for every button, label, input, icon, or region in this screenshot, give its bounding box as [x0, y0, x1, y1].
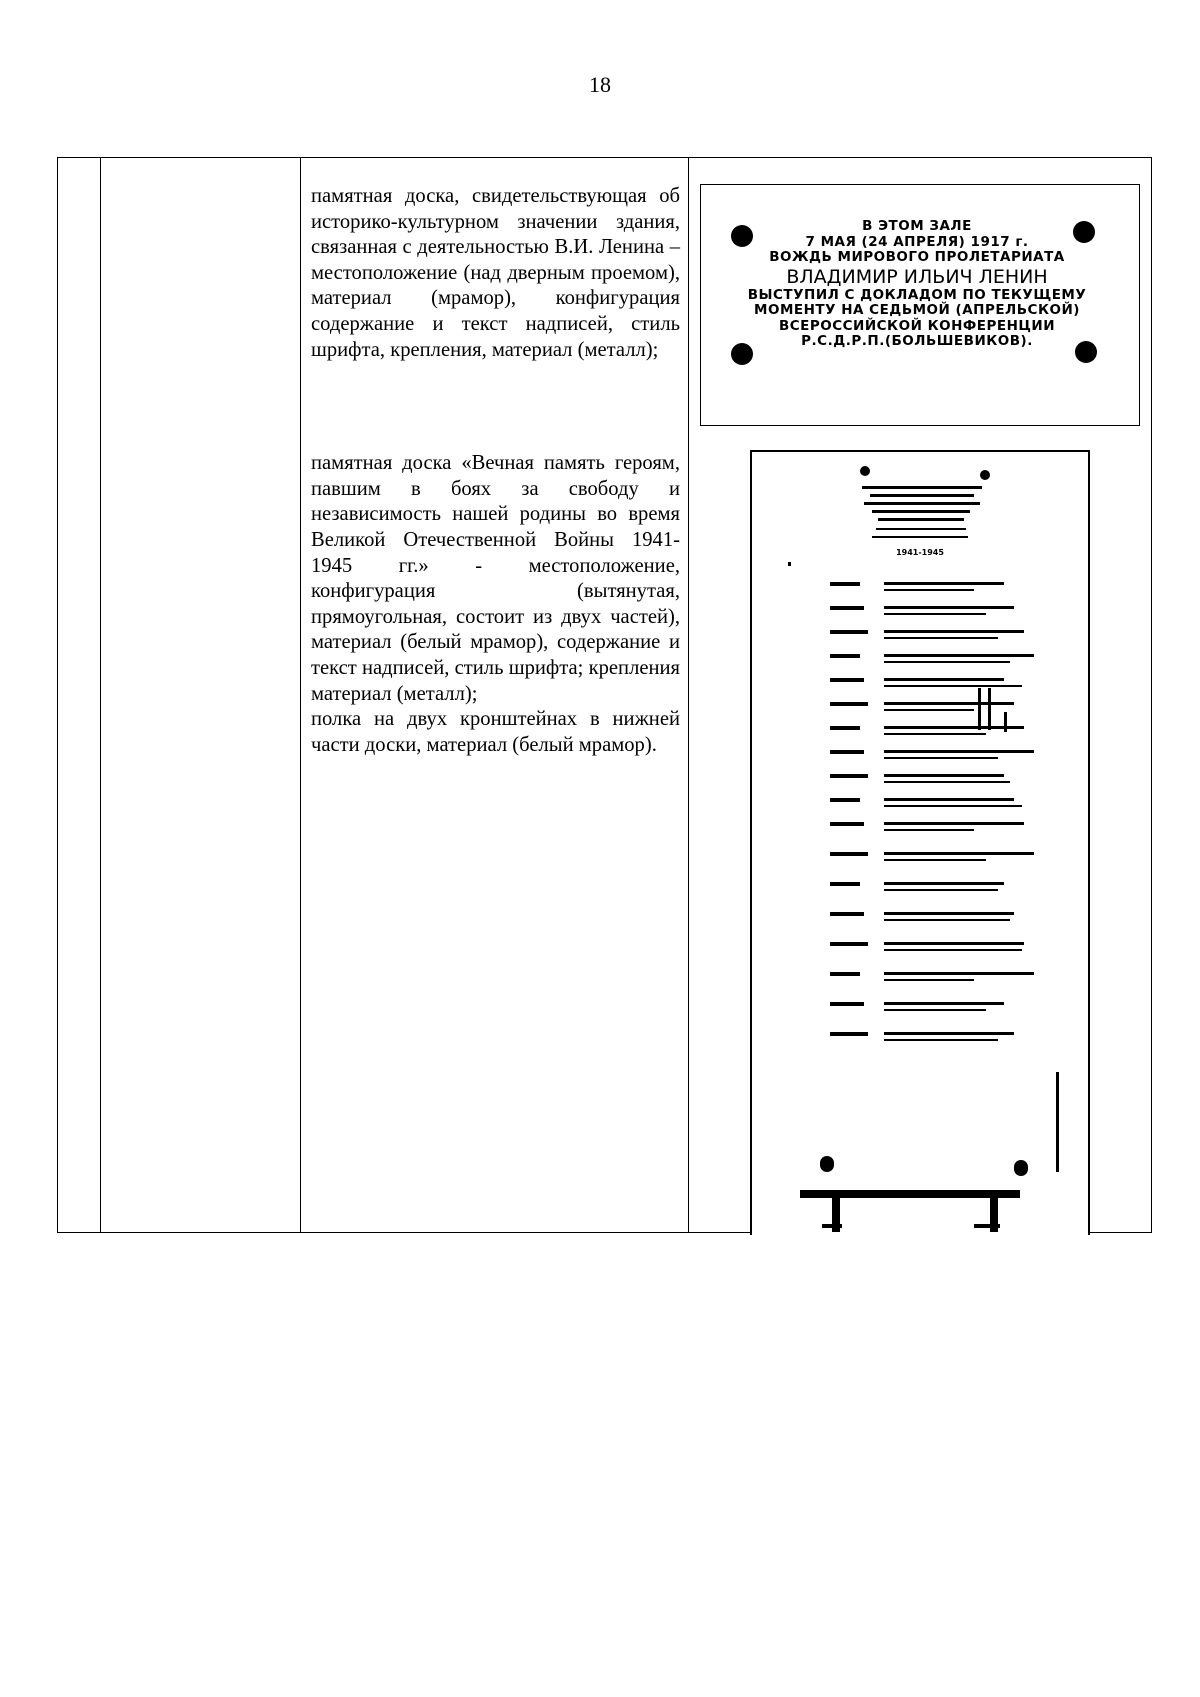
description-lenin-plaque: памятная доска, свидетельствующая об историко-культурном значении здания, связанная с деятельностью В.И. Ленина – местоположение (над дверным проемом), материал (мрамор), конфигурация содержание и текст надписей, стиль шрифта, крепления, материал (металл);: [311, 185, 680, 361]
lenin-plaque-inscription: [731, 219, 1103, 365]
plaque-line: МОМЕНТУ НА СЕДЬМОЙ (АПРЕЛЬСКОЙ): [754, 302, 1080, 318]
page-number: 18: [589, 72, 611, 97]
memorial-plaque-photo: [750, 450, 1090, 1235]
plaque-line: ВСЕРОССИЙСКОЙ КОНФЕРЕНЦИИ: [778, 317, 1056, 334]
object-name-cell: [101, 158, 301, 1233]
plaque-line: Р.С.Д.Р.П.(БОЛЬШЕВИКОВ).: [801, 333, 1033, 349]
plaque-line: ВОЖДЬ МИРОВОГО ПРОЛЕТАРИАТА: [769, 249, 1065, 265]
lenin-plaque-photo: [700, 184, 1140, 426]
plaque-line: ВЫСТУПИЛ С ДОКЛАДОМ ПО ТЕКУЩЕМУ: [747, 286, 1087, 303]
plaque-line: 7 МАЯ (24 АПРЕЛЯ) 1917 г.: [805, 233, 1029, 250]
description-memorial-plaque: памятная доска «Вечная память героям, павшим в боях за свободу и независимость нашей родины во время Великой Отечественной Войны 1941-1945 гг.» - местоположение, конфигурация (вытянутая, прямоугольная, состоит из двух частей), материал (белый мрамор), содержание и текст надписей, стиль шрифта; крепления материал (металл);: [311, 452, 680, 705]
table-row: [58, 158, 1152, 1233]
memorial-plaque-year: 1941-1945: [896, 548, 944, 557]
description-cell: [301, 158, 689, 1233]
plaque-line: В ЭТОМ ЗАЛЕ: [862, 218, 972, 234]
photo-cell: [689, 158, 1152, 1233]
description-shelf: полка на двух кронштейнах в нижней части доски, материал (белый мрамор).: [311, 708, 680, 756]
number-cell: [58, 158, 101, 1233]
plaque-line: ВЛАДИМИР ИЛЬИЧ ЛЕНИН: [786, 265, 1048, 288]
register-table: [57, 157, 1152, 1233]
memorial-plaque-engraving: [752, 452, 1088, 1235]
